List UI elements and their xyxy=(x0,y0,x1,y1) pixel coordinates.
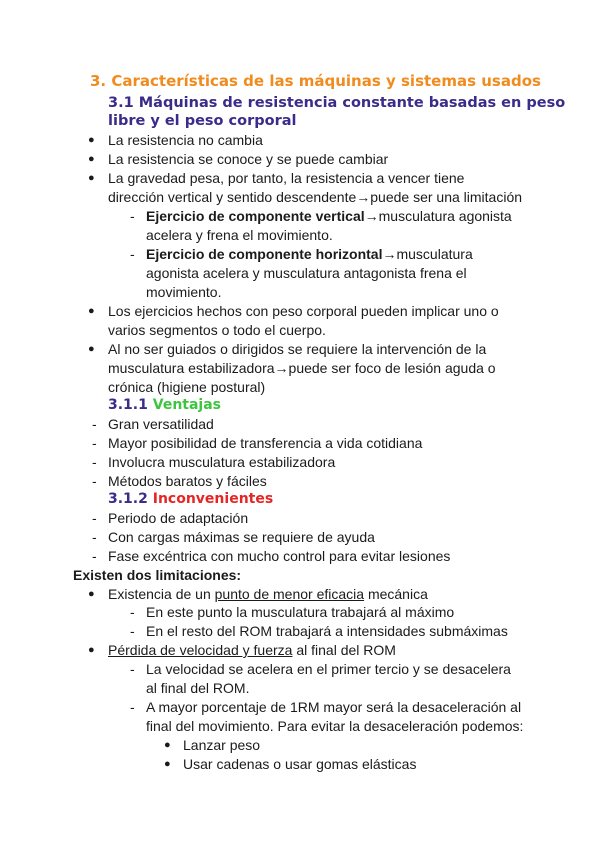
ventajas-heading xyxy=(108,396,221,415)
ventajas-number: 3.1.1 xyxy=(108,397,148,413)
bullet-icon: ● xyxy=(88,172,95,184)
bullet-icon: ● xyxy=(164,758,171,770)
bullet-icon: ● xyxy=(88,343,95,355)
option-item: Usar cadenas o usar gomas elásticas xyxy=(183,756,417,772)
dash-icon: - xyxy=(130,699,135,715)
list-item: Al no ser guiados o dirigidos se requiere la intervención de la xyxy=(108,341,487,357)
bullet-icon: ● xyxy=(88,588,95,600)
limitation-suffix: mecánica xyxy=(364,586,428,602)
list-item: La resistencia no cambia xyxy=(108,132,263,148)
sub-list-item xyxy=(146,245,473,264)
term-description: →musculatura xyxy=(382,246,473,262)
subsection-heading-line1: 3.1 Máquinas de resistencia constante basadas en peso xyxy=(108,95,566,111)
dash-icon: - xyxy=(92,435,97,451)
bold-term: Ejercicio de componente horizontal xyxy=(146,246,383,262)
sub-list-item-continuation: final del movimiento. Para evitar la desaceleración podemos: xyxy=(146,718,524,734)
ventaja-item: Involucra musculatura estabilizadora xyxy=(108,454,336,470)
bullet-icon: ● xyxy=(88,644,95,656)
sub-list-item-continuation: agonista acelera y musculatura antagonista frena el xyxy=(146,265,467,281)
limitation-item xyxy=(108,585,428,604)
bullet-icon: ● xyxy=(88,305,95,317)
inconvenientes-number: 3.1.2 xyxy=(108,491,148,507)
dash-icon: - xyxy=(92,529,97,545)
dash-icon: - xyxy=(130,208,135,224)
dash-icon: - xyxy=(92,510,97,526)
bullet-icon: ● xyxy=(164,739,171,751)
inconvenientes-heading xyxy=(108,490,273,509)
sub-list-item-continuation: movimiento. xyxy=(146,284,222,300)
inconvenientes-title: Inconvenientes xyxy=(152,491,274,507)
list-item-continuation: dirección vertical y sentido descendente→puede ser una limitación xyxy=(108,189,523,205)
section-heading: 3. Características de las máquinas y sistemas usados xyxy=(90,72,541,90)
dash-icon: - xyxy=(130,661,135,677)
limitation-suffix: al final del ROM xyxy=(292,642,396,658)
inconveniente-item: Con cargas máximas se requiere de ayuda xyxy=(108,529,375,545)
ventaja-item: Gran versatilidad xyxy=(108,416,214,432)
dash-icon: - xyxy=(130,623,135,639)
sub-list-item: En el resto del ROM trabajará a intensidades submáximas xyxy=(146,623,508,639)
list-item: La gravedad pesa, por tanto, la resistencia a vencer tiene xyxy=(108,170,465,186)
ventaja-item: Mayor posibilidad de transferencia a vida cotidiana xyxy=(108,435,423,451)
inconveniente-item: Fase excéntrica con mucho control para evitar lesiones xyxy=(108,548,451,564)
list-item: La resistencia se conoce y se puede cambiar xyxy=(108,151,389,167)
dash-icon: - xyxy=(130,604,135,620)
bullet-icon: ● xyxy=(88,134,95,146)
dash-icon: - xyxy=(130,246,135,262)
dash-icon: - xyxy=(92,454,97,470)
underlined-term: punto de menor eficacia xyxy=(214,586,365,602)
subsection-heading-line2: libre y el peso corporal xyxy=(108,113,297,129)
dash-icon: - xyxy=(92,473,97,489)
limitation-item xyxy=(108,641,396,660)
sub-list-item xyxy=(146,207,512,226)
list-item-continuation: crónica (higiene postural) xyxy=(108,379,266,395)
list-item: Los ejercicios hechos con peso corporal pueden implicar uno o xyxy=(108,303,499,319)
bullet-icon: ● xyxy=(88,153,95,165)
list-item-continuation: varios segmentos o todo el cuerpo. xyxy=(108,322,326,338)
bold-term: Ejercicio de componente vertical xyxy=(146,208,365,224)
term-description: →musculatura agonista xyxy=(364,208,512,224)
sub-list-item: En este punto la musculatura trabajará al máximo xyxy=(146,604,455,620)
ventaja-item: Métodos baratos y fáciles xyxy=(108,473,267,489)
sub-list-item-continuation: al final del ROM. xyxy=(146,680,250,696)
sub-list-item-continuation: acelera y frena el movimiento. xyxy=(146,227,333,243)
option-item: Lanzar peso xyxy=(183,737,261,753)
limitaciones-title: Existen dos limitaciones: xyxy=(73,567,242,583)
list-item-continuation: musculatura estabilizadora→puede ser foco de lesión aguda o xyxy=(108,360,496,376)
limitation-prefix: Existencia de un xyxy=(108,586,215,602)
dash-icon: - xyxy=(92,548,97,564)
sub-list-item: La velocidad se acelera en el primer tercio y se desacelera xyxy=(146,661,511,677)
inconveniente-item: Periodo de adaptación xyxy=(108,510,249,526)
ventajas-title: Ventajas xyxy=(152,397,221,413)
underlined-term: Pérdida de velocidad y fuerza xyxy=(108,642,293,658)
dash-icon: - xyxy=(92,416,97,432)
sub-list-item: A mayor porcentaje de 1RM mayor será la desaceleración al xyxy=(146,699,522,715)
